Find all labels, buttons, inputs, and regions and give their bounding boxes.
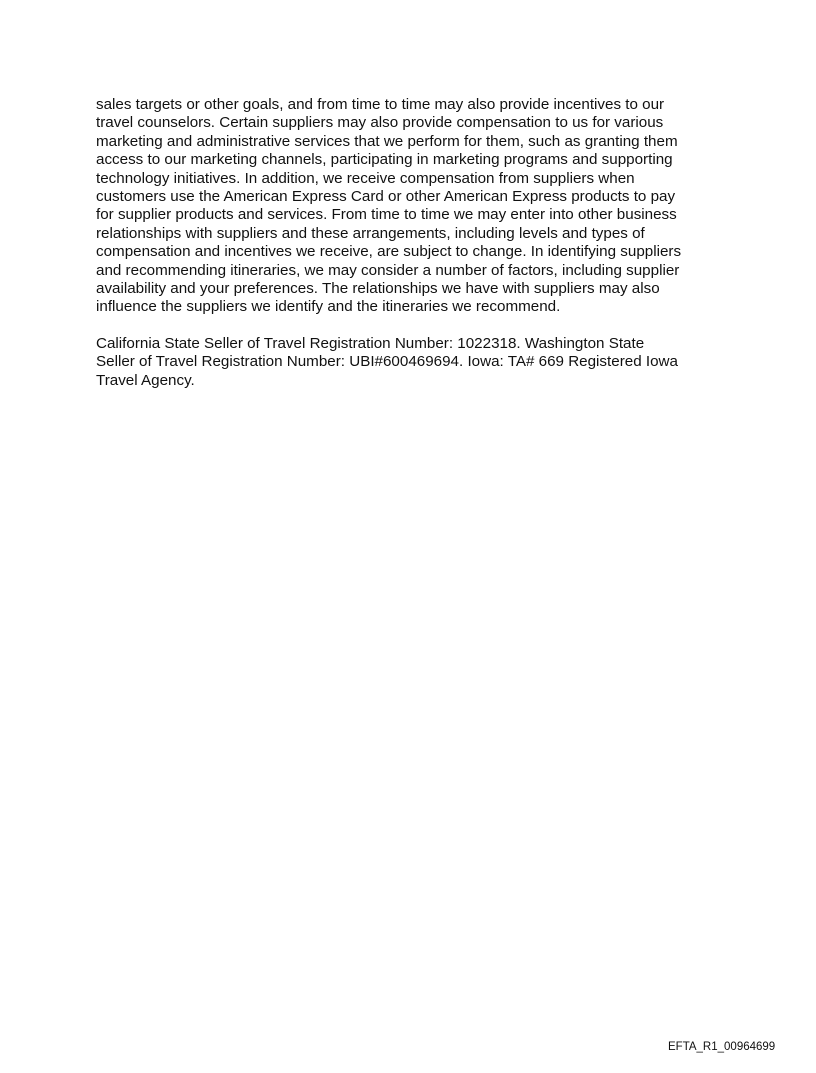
paragraph-line: technology initiatives. In addition, we receive compensation from suppliers when	[96, 169, 635, 187]
paragraph-line: relationships with suppliers and these arrangements, including levels and types of	[96, 224, 645, 242]
document-id-footer: EFTA_R1_00964699	[668, 1041, 776, 1053]
paragraph-line: influence the suppliers we identify and the itineraries we recommend.	[96, 298, 561, 316]
paragraph-line: marketing and administrative services that we perform for them, such as granting them	[96, 132, 678, 150]
paragraph-line: customers use the American Express Card or other American Express products to pay	[96, 188, 676, 206]
document-body	[96, 96, 720, 390]
paragraph-line: sales targets or other goals, and from time to time may also provide incentives to our	[96, 96, 665, 113]
paragraph-line: travel counselors. Certain suppliers may also provide compensation to us for various	[96, 114, 664, 132]
paragraph-line: Travel Agency.	[96, 371, 195, 389]
compensation-disclosure-paragraph	[96, 96, 720, 317]
registration-numbers-paragraph	[96, 335, 720, 390]
paragraph-line: California State Seller of Travel Registration Number: 1022318. Washington State	[96, 334, 645, 352]
paragraph-line: compensation and incentives we receive, are subject to change. In identifying suppliers	[96, 243, 682, 261]
paragraph-line: access to our marketing channels, participating in marketing programs and supporting	[96, 151, 673, 169]
paragraph-line: Seller of Travel Registration Number: UBI#600469694. Iowa: TA# 669 Registered Iowa	[96, 353, 678, 371]
paragraph-line: for supplier products and services. From time to time we may enter into other business	[96, 206, 677, 224]
paragraph-line: availability and your preferences. The relationships we have with suppliers may also	[96, 280, 660, 298]
paragraph-line: and recommending itineraries, we may consider a number of factors, including supplier	[96, 261, 680, 279]
